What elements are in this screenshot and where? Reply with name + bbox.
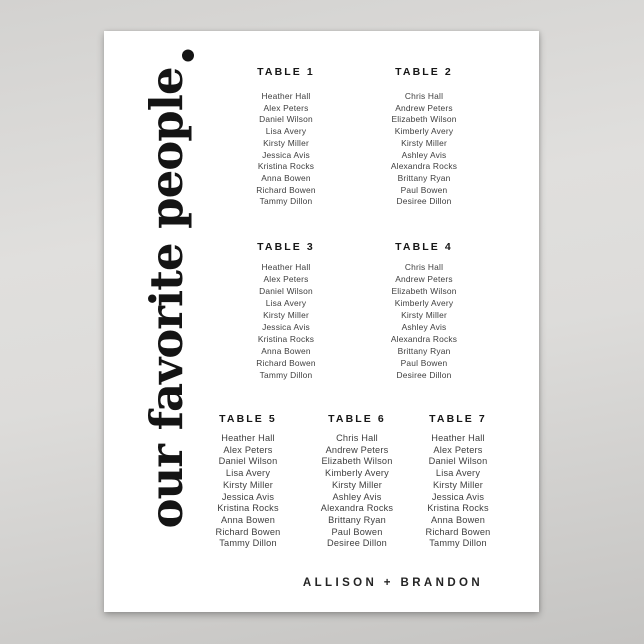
table-7-section [383,414,533,550]
guest-name: Andrew Peters [395,102,453,113]
guest-name: Desiree Dillon [396,196,452,207]
guest-name: Alexandra Rocks [320,503,394,514]
guest-name: Alex Peters [223,444,273,455]
guest-name: Ashley Avis [401,149,447,160]
guest-name: Tammy Dillon [219,538,277,549]
guest-name: Richard Bowen [425,526,491,537]
table-1-title: TABLE 1 [257,66,315,78]
guest-name: Alex Peters [263,274,309,284]
guest-name: Chris Hall [336,433,378,443]
guest-name: Chris Hall [404,262,444,272]
guest-name: Andrew Peters [325,444,389,455]
guest-name: Lisa Avery [265,126,307,137]
table-3-section [211,242,361,381]
guest-name: Alexandra Rocks [390,334,458,344]
table-2-section [349,67,499,208]
guest-name: Ashley Avis [401,322,447,332]
guest-name: Lisa Avery [265,298,307,308]
table-1-guest-list [211,91,361,208]
table-4-title: TABLE 4 [395,241,453,253]
table-3-guest-list [211,261,361,381]
guest-name: Richard Bowen [256,184,316,195]
seating-chart-poster [104,31,539,612]
guest-name: Kirsty Miller [222,479,274,490]
guest-name: Kimberly Avery [325,468,389,479]
guest-name: Kristina Rocks [427,503,489,514]
table-3-title: TABLE 3 [257,241,315,253]
table-1-section [211,67,361,208]
guest-name: Elizabeth Wilson [391,286,457,296]
guest-name: Kirsty Miller [401,137,447,148]
table-2-title: TABLE 2 [395,66,453,78]
guest-name: Daniel Wilson [259,114,313,125]
guest-name: Heather Hall [261,262,311,272]
guest-name: Kirsty Miller [401,310,447,320]
guest-name: Alex Peters [433,444,483,455]
guest-name: Desiree Dillon [396,370,452,380]
guest-name: Kirsty Miller [331,479,383,490]
guest-name: Daniel Wilson [218,456,278,467]
couple-names: ALLISON + BRANDON [302,577,484,589]
guest-name: Kristina Rocks [257,161,315,172]
guest-name: Paul Bowen [331,526,383,537]
table-7-title: TABLE 7 [429,413,487,425]
guest-name: Kirsty Miller [263,137,309,148]
guest-name: Tammy Dillon [259,196,313,207]
guest-name: Richard Bowen [215,526,281,537]
guest-name: Daniel Wilson [259,286,313,296]
guest-name: Kirsty Miller [432,479,484,490]
guest-name: Richard Bowen [256,358,316,368]
guest-name: Ashley Avis [332,491,382,502]
guest-name: Elizabeth Wilson [391,114,457,125]
guest-name: Anna Bowen [220,514,276,525]
guest-name: Andrew Peters [395,274,453,284]
vertical-title-period [182,50,194,62]
table-5-title: TABLE 5 [219,413,277,425]
guest-name: Tammy Dillon [429,538,487,549]
guest-name: Kimberly Avery [394,126,454,137]
guest-name: Paul Bowen [400,358,448,368]
guest-name: Chris Hall [404,91,444,101]
guest-name: Alex Peters [263,102,309,113]
table-2-guest-list [349,91,499,208]
guest-name: Jessica Avis [262,322,310,332]
guest-name: Kirsty Miller [263,310,309,320]
guest-name: Kristina Rocks [217,503,279,514]
table-4-section [349,242,499,381]
guest-name: Desiree Dillon [327,538,387,549]
guest-name: Paul Bowen [400,184,448,195]
table-7-guest-list [383,433,533,550]
guest-name: Kimberly Avery [394,298,454,308]
guest-name: Heather Hall [261,91,311,101]
guest-name: Jessica Avis [431,491,485,502]
guest-name: Jessica Avis [262,149,310,160]
guest-name: Daniel Wilson [428,456,488,467]
table-4-guest-list [349,261,499,381]
guest-name: Heather Hall [221,433,275,443]
guest-name: Brittany Ryan [397,346,451,356]
guest-name: Brittany Ryan [328,514,386,525]
vertical-title-text: our favorite people [140,67,193,529]
guest-name: Alexandra Rocks [390,161,458,172]
guest-name: Elizabeth Wilson [321,456,393,467]
guest-name: Anna Bowen [261,346,311,356]
guest-name: Anna Bowen [261,172,311,183]
table-6-title: TABLE 6 [328,413,386,425]
guest-name: Kristina Rocks [257,334,315,344]
guest-name: Brittany Ryan [397,172,451,183]
guest-name: Tammy Dillon [259,370,313,380]
guest-name: Lisa Avery [435,468,481,479]
guest-name: Lisa Avery [225,468,271,479]
guest-name: Anna Bowen [430,514,486,525]
guest-name: Jessica Avis [221,491,275,502]
guest-name: Heather Hall [431,433,485,443]
